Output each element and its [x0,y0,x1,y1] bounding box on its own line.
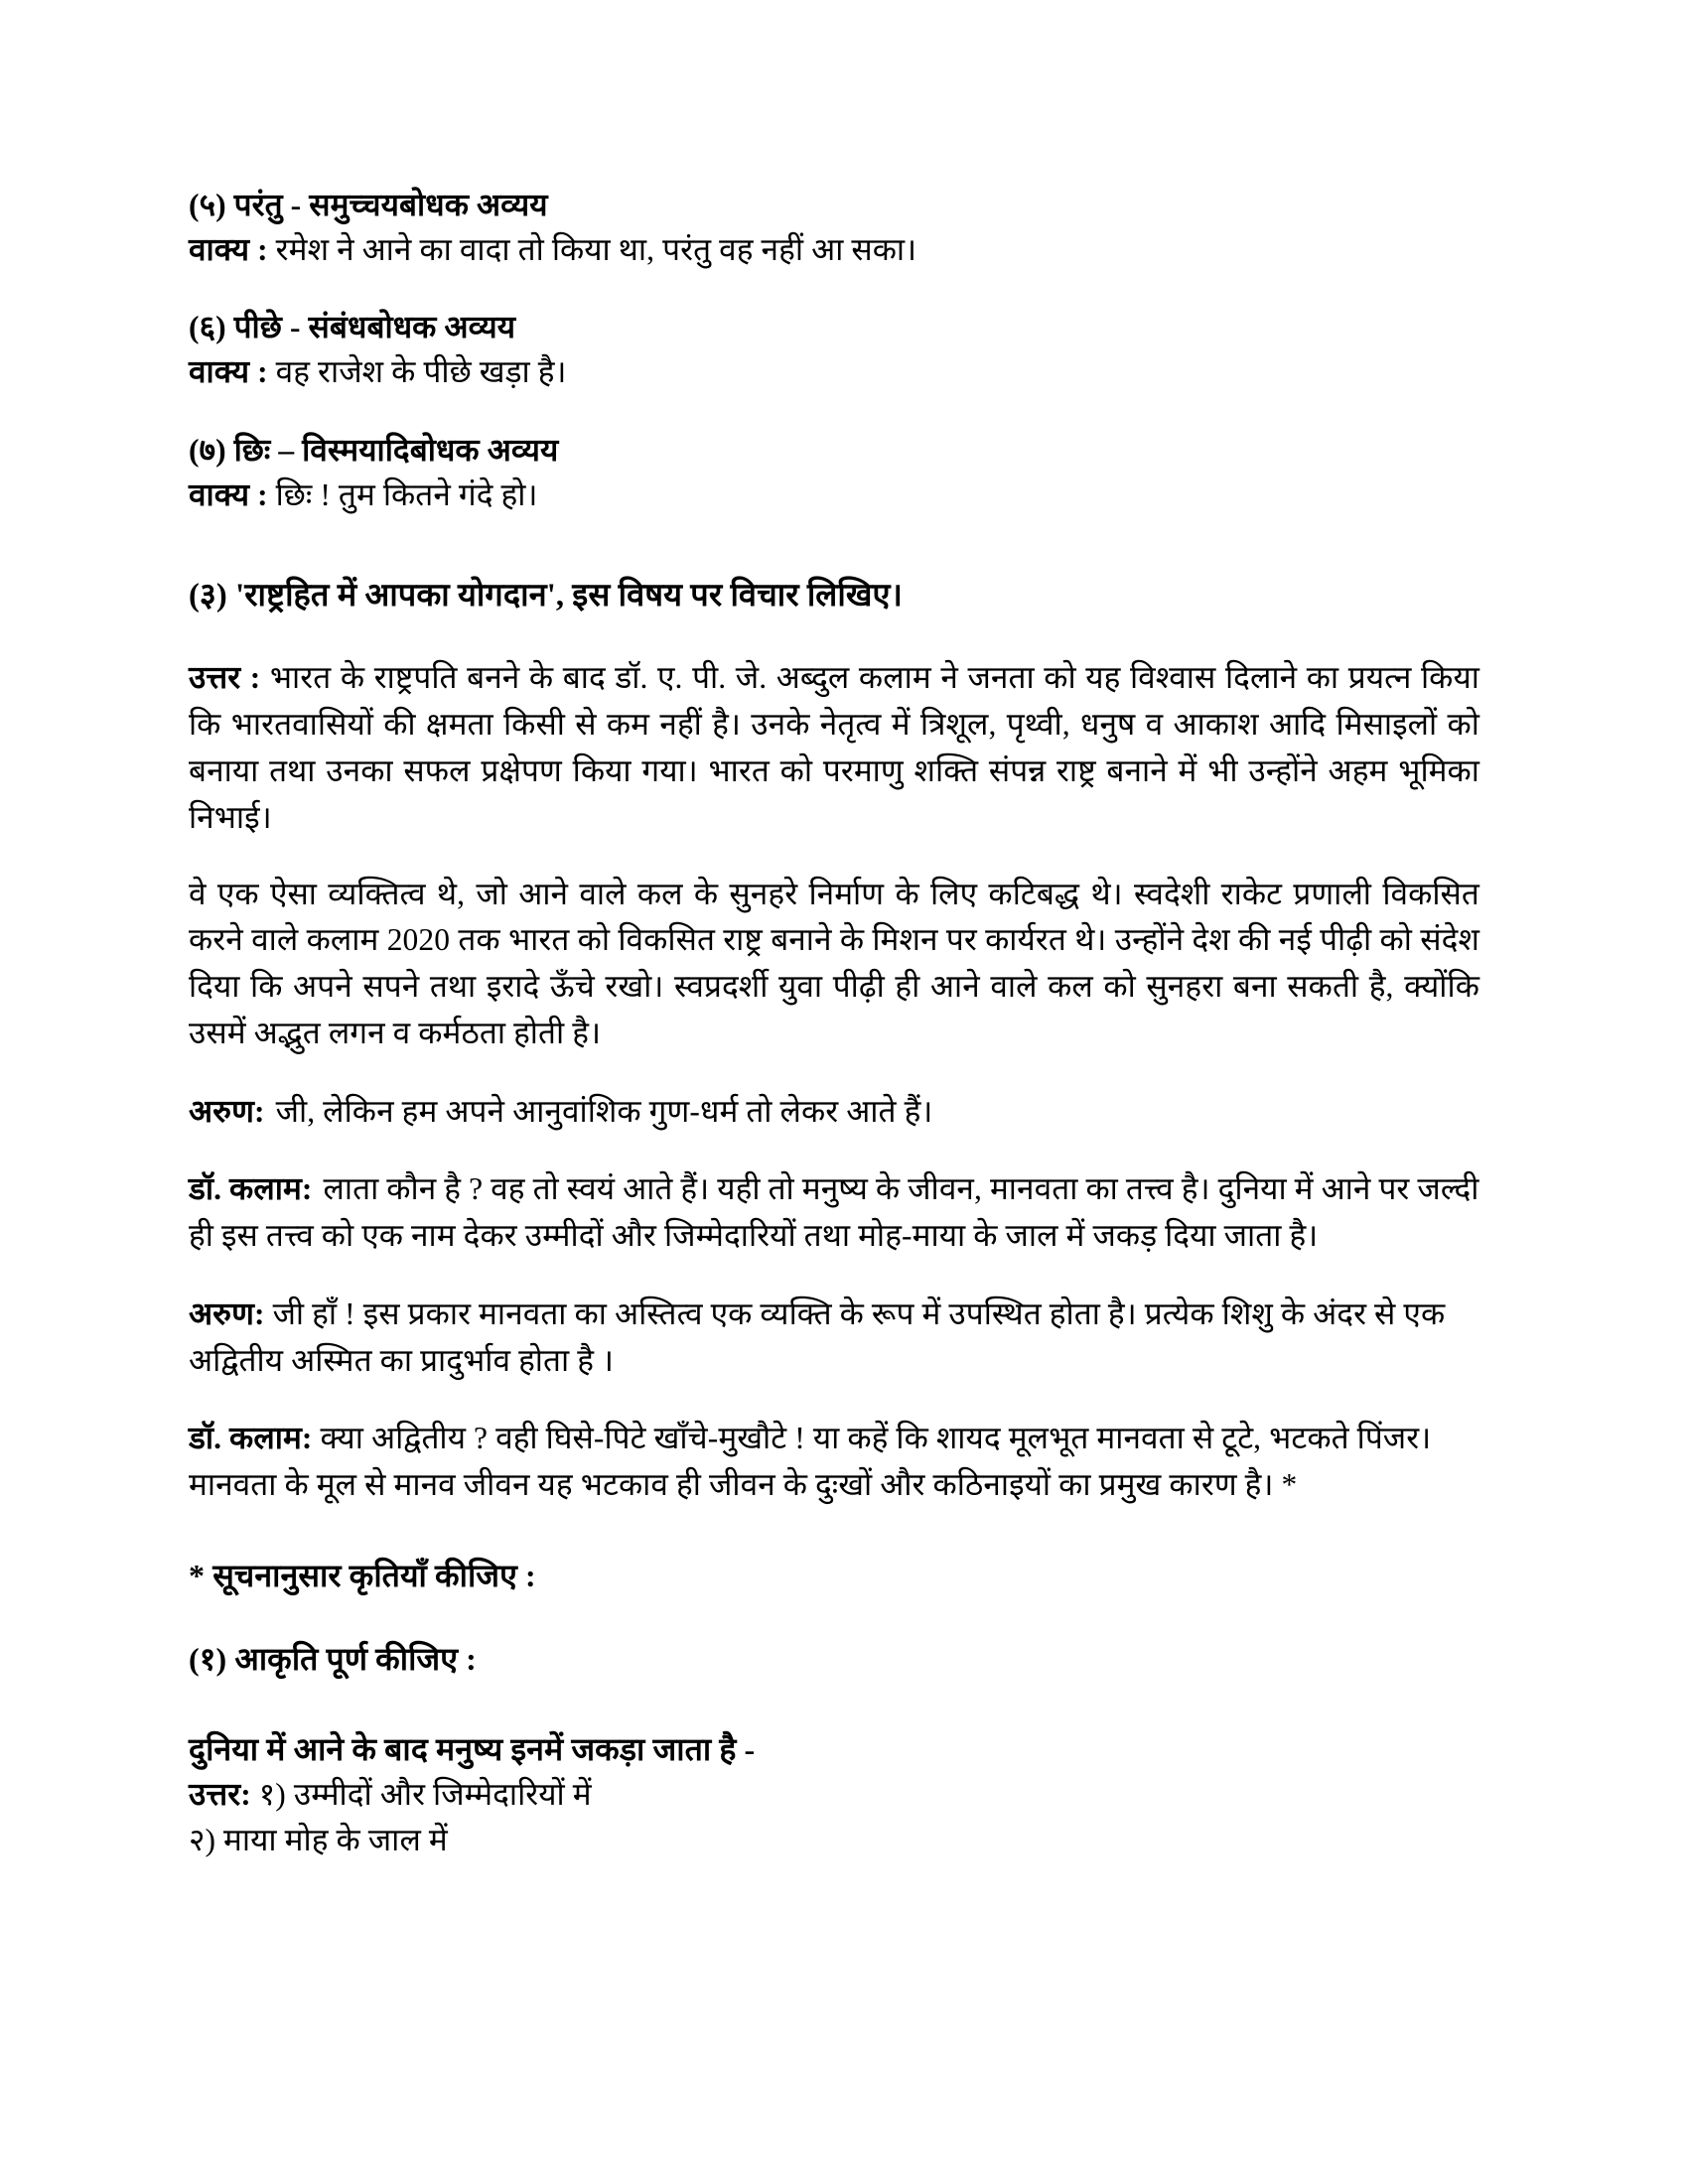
avyay-entry-7-title: (७) छिः – विस्मयादिबोधक अव्यय [189,432,559,468]
activity-answer-line-1 [189,1772,1479,1818]
dialogue-arun-1 [189,1057,1479,1136]
activity-answer-item-1: १) उम्मीदों और जिम्मेदारियों में [250,1777,592,1813]
dialogue-arun-1-text: जी, लेकिन हम अपने आनुवांशिक गुण-धर्म तो लेकर आते हैं। [275,1093,933,1129]
answer-label: उत्तर : [189,660,261,696]
dialogue-spacer [265,1089,276,1136]
avyay-entry-6-sentence [189,350,1479,395]
avyay-entry-5-sentence-text: रमेश ने आने का वादा तो किया था, परंतु वह नहीं आ सका। [267,231,917,267]
avyay-entry-5-sentence [189,228,1479,273]
document-body [189,184,1479,1862]
avyay-entry-6-sentence-label: वाक्य : [189,354,268,390]
avyay-entry-5-title: (५) परंतु - समुच्चयबोधक अव्यय [189,188,548,222]
activity-sub-heading: (१) आकृति पूर्ण कीजिए : [189,1641,477,1678]
avyay-entry-5 [189,184,1479,272]
dialogue-kalam-1 [189,1135,1479,1260]
dialogue-arun-1-speaker: अरुण: [189,1093,265,1129]
activity-answer-label: उत्तर: [189,1777,251,1813]
dialogue-kalam-2 [189,1384,1479,1509]
dialogue-spacer [313,1166,324,1213]
avyay-entry-6-sentence-text: वह राजेश के पीछे खड़ा है। [267,354,567,390]
avyay-entry-7-sentence-label: वाक्य : [189,477,268,512]
dialogue-kalam-2-speaker: डॉ. कलाम: [189,1421,313,1456]
avyay-entry-7-sentence-text: छिः ! तुम कितने गंदे हो। [267,477,538,512]
avyay-entry-6-title: (६) पीछे - संबंधबोधक अव्यय [189,310,516,345]
answer-paragraph-1 [189,619,1479,841]
dialogue-arun-2-speaker: अरुण: [189,1296,265,1331]
activity-section-heading: * सूचनानुसार कृतियाँ कीजिए : [189,1557,536,1593]
activity-answer-line-2: २) माया मोह के जाल में [189,1822,448,1857]
question-3-heading: (३) 'राष्ट्रहित में आपका योगदान', इस विषय पर विचार लिखिए। [189,578,903,614]
avyay-entry-6 [189,306,1479,394]
dialogue-kalam-1-text: लाता कौन है ? वह तो स्वयं आते हैं। यही तो मनुष्य के जीवन, मानवता का तत्त्व है। दुनिया में आने पर जल्दी ही इस तत्त्व को एक नाम देकर उम्मीदों और जिम्मेदारियों तथा मोह-माया के जाल में जकड़ दिया जाता है। [189,1171,1479,1254]
avyay-entry-5-sentence-label: वाक्य : [189,231,268,267]
dialogue-arun-2-text: जी हाँ ! इस प्रकार मानवता का अस्तित्व एक व्यक्ति के रूप में उपस्थित होता है। प्रत्येक शिशु के अंदर से एक अद्वितीय अस्मित का प्रादुर्भाव होता है । [189,1296,1446,1378]
answer-paragraph-2: वे एक ऐसा व्यक्तित्व थे, जो आने वाले कल के सुनहरे निर्माण के लिए कटिबद्ध थे। स्वदेशी राकेट प्रणाली विकसित करने वाले कलाम 2020 तक भारत को विकसित राष्ट्र बनाने के मिशन पर कार्यरत थे। उन्होंने देश की नई पीढ़ी को संदेश दिया कि अपने सपने तथा इरादे ऊँचे रखो। स्वप्रदर्शी युवा पीढ़ी ही आने वाले कल को सुनहरा बना सकती है, क्योंकि उसमें अद्भुत लगन व कर्मठता होती है। [189,876,1479,1050]
avyay-entry-7-sentence [189,474,1479,518]
dialogue-kalam-1-speaker: डॉ. कलाम: [189,1171,313,1207]
dialogue-arun-2 [189,1260,1479,1385]
dialogue-kalam-2-text: क्या अद्वितीय ? वही घिसे-पिटे खाँचे-मुखौटे ! या कहें कि शायद मूलभूत मानवता से टूटे, भटकते पिंजर। मानवता के मूल से मानव जीवन यह भटकाव ही जीवन के दुःखों और कठिनाइयों का प्रमुख कारण है। * [189,1421,1432,1503]
answer-paragraph-1-text: भारत के राष्ट्रपति बनने के बाद डॉ. ए. पी. जे. अब्दुल कलाम ने जनता को यह विश्वास दिलाने का प्रयत्न किया कि भारतवासियों की क्षमता किसी से कम नहीं है। उनके नेतृत्व में त्रिशूल, पृथ्वी, धनुष व आकाश आदि मिसाइलों को बनाया तथा उनका सफल प्रक्षेपण किया गया। भारत को परमाणु शक्ति संपन्न राष्ट्र बनाने में भी उन्होंने अहम भूमिका निभाई। [189,660,1479,835]
activity-prompt: दुनिया में आने के बाद मनुष्य इनमें जकड़ा जाता है - [189,1730,756,1767]
avyay-entry-7 [189,429,1479,517]
